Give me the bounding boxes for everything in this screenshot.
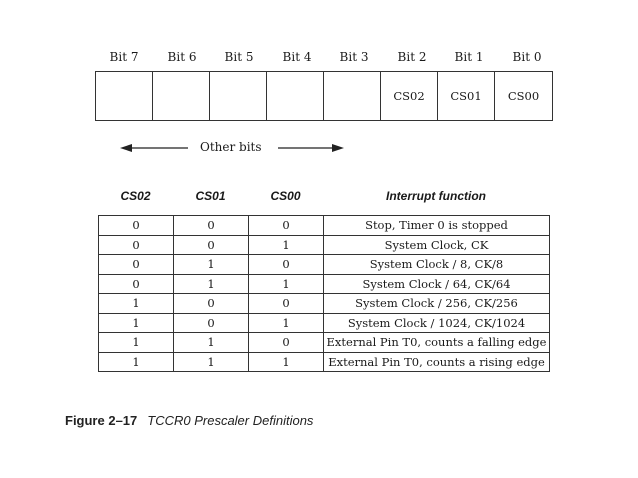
table-cell: External Pin T0, counts a rising edge — [324, 352, 550, 372]
bit-label: Bit 1 — [454, 50, 484, 64]
table-row — [99, 216, 550, 236]
bit-label: Bit 0 — [512, 50, 542, 64]
table-cell: 1 — [174, 352, 249, 372]
table-cell: 0 — [249, 216, 324, 236]
table-cell: System Clock / 1024, CK/1024 — [324, 313, 550, 333]
table-cell: System Clock / 64, CK/64 — [324, 274, 550, 294]
table-cell: 0 — [174, 294, 249, 314]
table-cell: Stop, Timer 0 is stopped — [324, 216, 550, 236]
table-cell: 1 — [99, 294, 174, 314]
table-cell: 1 — [249, 313, 324, 333]
table-cell: 0 — [249, 294, 324, 314]
table-cell: 1 — [174, 333, 249, 353]
table-cell: 0 — [99, 235, 174, 255]
table-cell: 0 — [99, 216, 174, 236]
right-arrow-icon — [278, 144, 344, 152]
register-cell-cs01: CS01 — [438, 72, 495, 120]
table-cell: System Clock / 8, CK/8 — [324, 255, 550, 275]
table-row — [99, 352, 550, 372]
table-cell: 0 — [174, 235, 249, 255]
bit-label: Bit 5 — [224, 50, 254, 64]
table-row — [99, 235, 550, 255]
table-cell: 1 — [99, 313, 174, 333]
table-row — [99, 313, 550, 333]
bit-label: Bit 3 — [339, 50, 369, 64]
table-cell: 0 — [174, 313, 249, 333]
table-cell: 1 — [249, 235, 324, 255]
register-cell-cs02: CS02 — [381, 72, 438, 120]
table-row — [99, 333, 550, 353]
table-cell: 1 — [99, 352, 174, 372]
table-cell: External Pin T0, counts a falling edge — [324, 333, 550, 353]
bit-label: Bit 2 — [397, 50, 427, 64]
figure-caption — [65, 413, 313, 428]
column-header-cs00: CS00 — [270, 189, 301, 203]
table-cell: 0 — [99, 255, 174, 275]
figure-number: Figure 2–17 — [65, 413, 138, 428]
column-header-interrupt-function: Interrupt function — [386, 189, 486, 203]
table-cell: 1 — [174, 255, 249, 275]
table-cell: System Clock / 256, CK/256 — [324, 294, 550, 314]
table-cell: 0 — [249, 333, 324, 353]
table-cell: 1 — [249, 352, 324, 372]
bit-label: Bit 6 — [167, 50, 197, 64]
table-row — [99, 294, 550, 314]
table-cell: 0 — [99, 274, 174, 294]
table-cell: 1 — [174, 274, 249, 294]
figure-title: TCCR0 Prescaler Definitions — [147, 413, 314, 428]
column-header-cs01: CS01 — [195, 189, 226, 203]
prescaler-table — [98, 215, 550, 372]
table-row — [99, 255, 550, 275]
table-cell: 1 — [99, 333, 174, 353]
left-arrow-icon — [120, 144, 188, 152]
table-cell: 0 — [174, 216, 249, 236]
other-bits-label: Other bits — [200, 140, 262, 154]
table-row — [99, 274, 550, 294]
bit-label: Bit 4 — [282, 50, 312, 64]
table-cell: 0 — [249, 255, 324, 275]
table-cell: System Clock, CK — [324, 235, 550, 255]
column-header-cs02: CS02 — [120, 189, 151, 203]
register-cell-cs00: CS00 — [507, 89, 540, 103]
bit-label: Bit 7 — [109, 50, 139, 64]
table-cell: 1 — [249, 274, 324, 294]
